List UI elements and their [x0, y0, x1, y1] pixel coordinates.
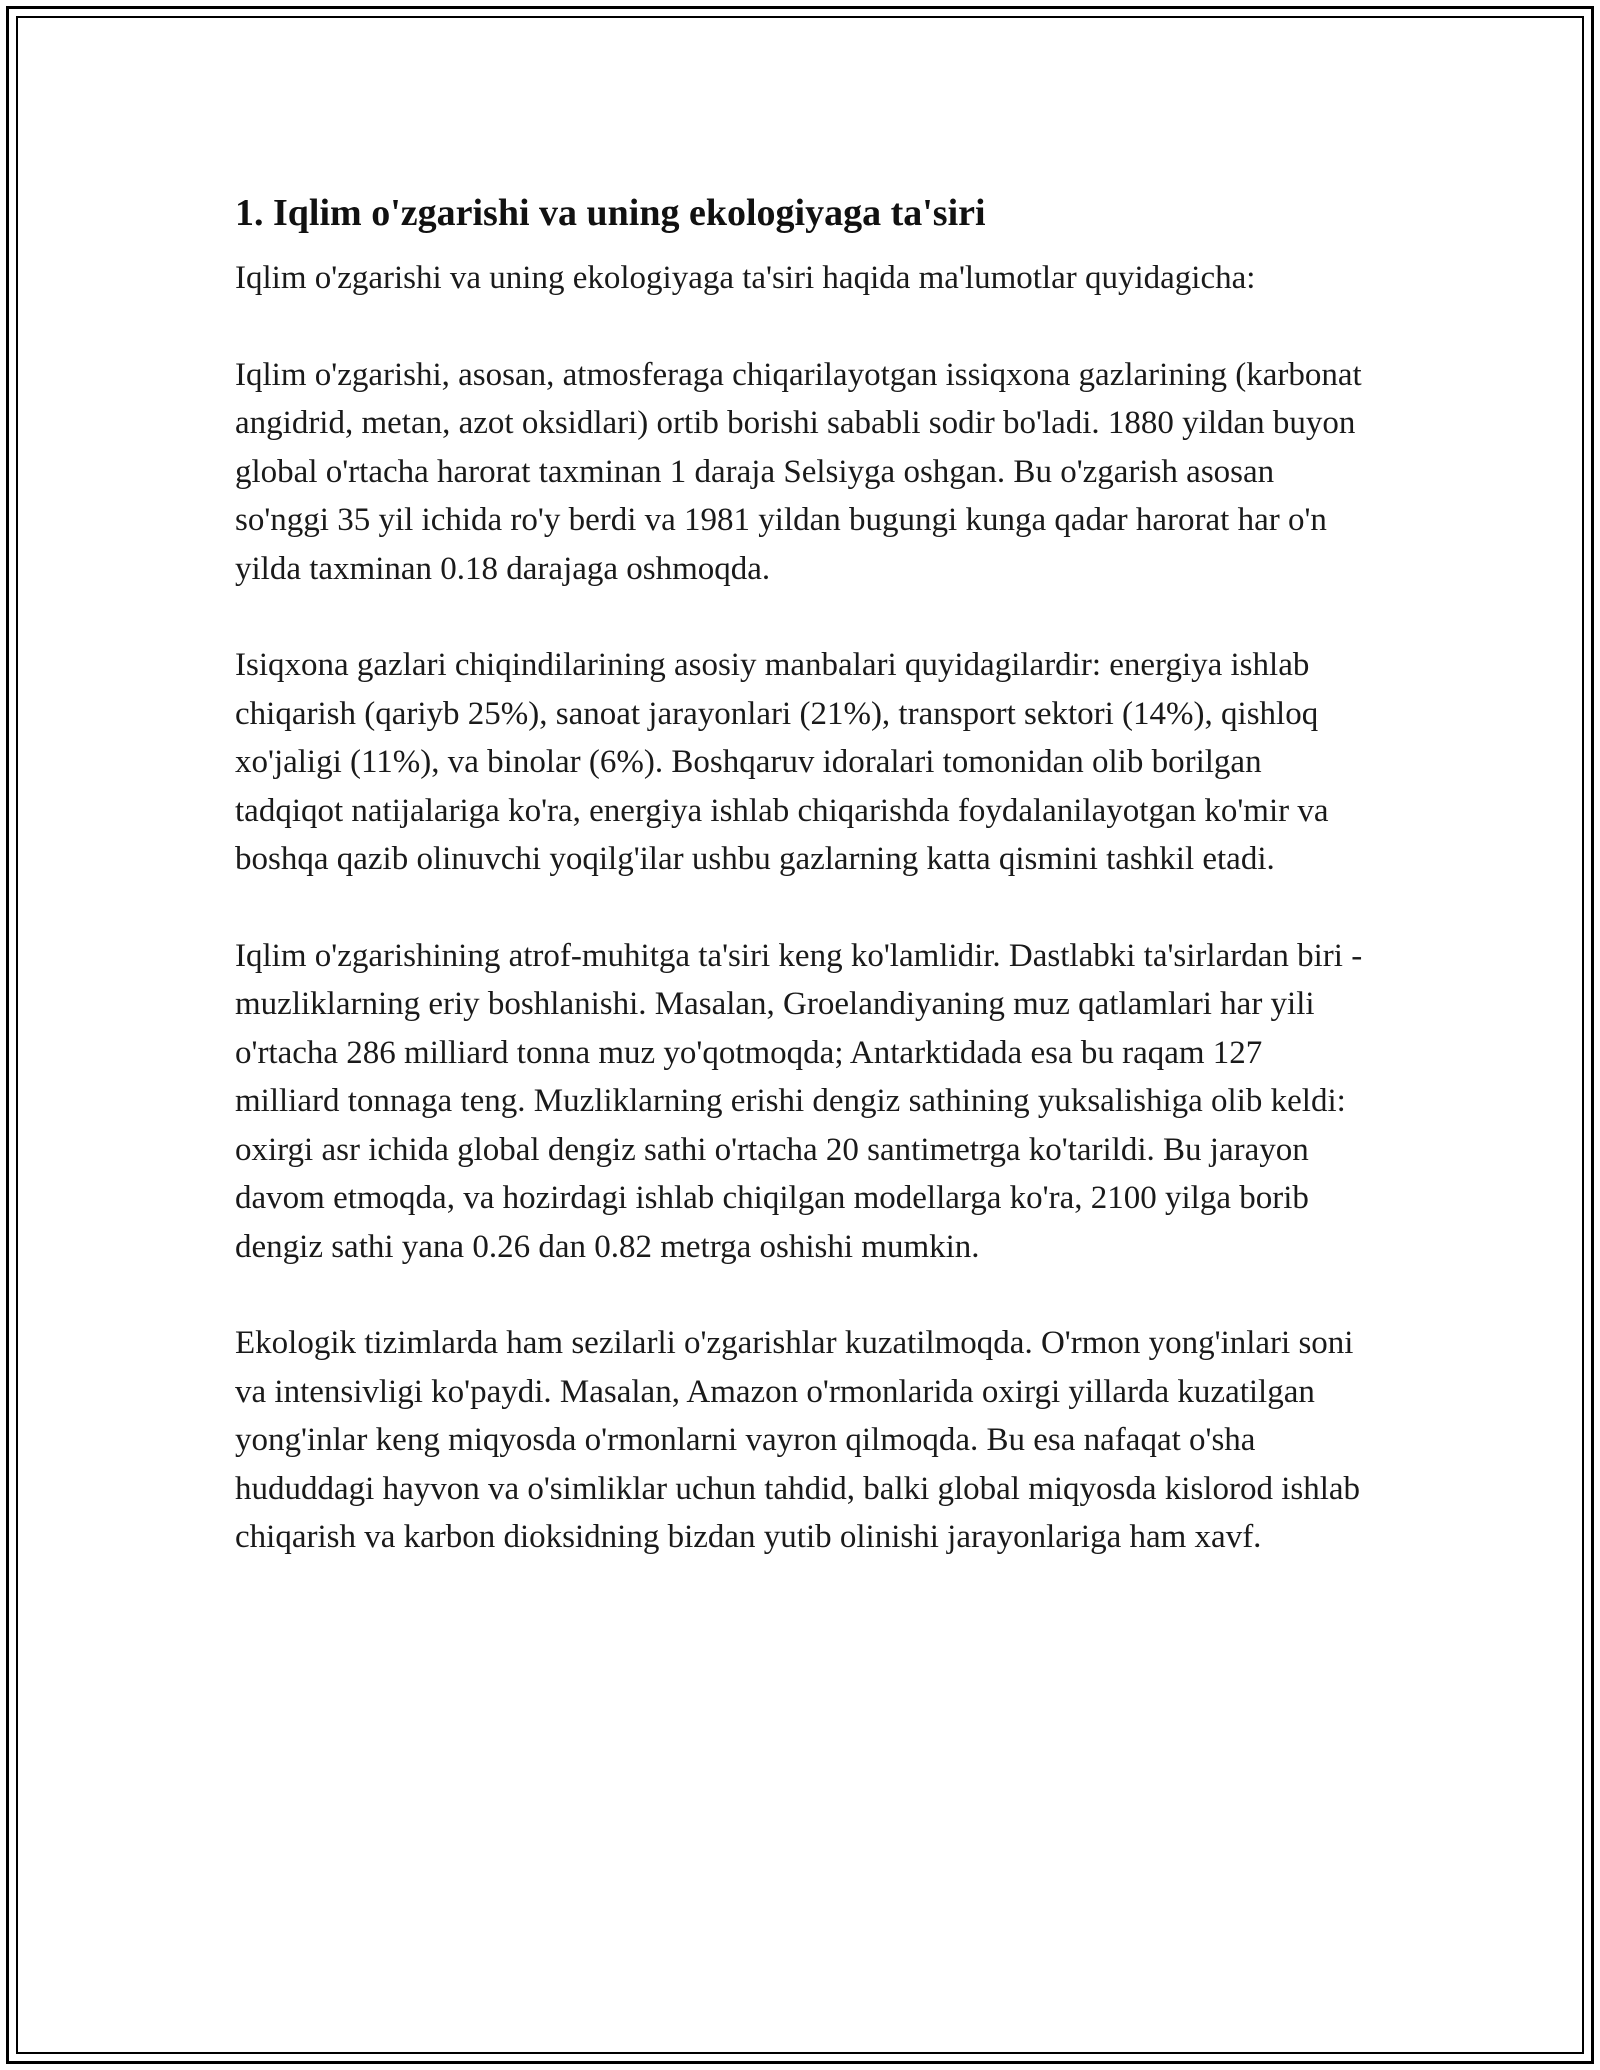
paragraph-ecosystems: Ekologik tizimlarda ham sezilarli o'zgarishlar kuzatilmoqda. O'rmon yong'inlari soni va intensivligi ko'paydi. Masalan, Amazon o'rmonlarida oxirgi yillarda kuzatilgan yong'inlar keng miqyosda o'rmonlarni vayron qilmoqda. Bu esa nafaqat o'sha hududdagi hayvon va o'simliklar uchun tahdid, balki global miqyosda kislorod ishlab chiqarish va karbon dioksidning bizdan yutib olinishi jarayonlariga ham xavf.	[235, 1325, 1361, 1555]
document-body	[235, 186, 1365, 1610]
paragraph-intro: Iqlim o'zgarishi va uning ekologiyaga ta'siri haqida ma'lumotlar quyidagicha:	[235, 260, 1256, 296]
section-title: 1. Iqlim o'zgarishi va uning ekologiyaga ta'siri	[235, 192, 986, 234]
paragraph-sources: Isiqxona gazlari chiqindilarining asosiy manbalari quyidagilardir: energiya ishlab chiqarish (qariyb 25%), sanoat jarayonlari (21%), transport sektori (14%), qishloq xo'jaligi (11%), va binolar (6%). Boshqaruv idoralari tomonidan olib borilgan tadqiqot natijalariga ko'ra, energiya ishlab chiqarishda foydalanilayotgan ko'mir va boshqa qazib olinuvchi yoqilg'ilar ushbu gazlarning katta qismini tashkil etadi.	[235, 647, 1329, 877]
paragraph-impacts: Iqlim o'zgarishining atrof-muhitga ta'siri keng ko'lamlidir. Dastlabki ta'sirlardan biri - muzliklarning eriy boshlanishi. Masalan, Groelandiyaning muz qatlamlari har yili o'rtacha 286 milliard tonna muz yo'qotmoqda; Antarktidada esa bu raqam 127 milliard tonnaga teng. Muzliklarning erishi dengiz sathining yuksalishiga olib keldi: oxirgi asr ichida global dengiz sathi o'rtacha 20 santimetrga ko'tarildi. Bu jarayon davom etmoqda, va hozirdagi ishlab chiqilgan modellarga ko'ra, 2100 yilga borib dengiz sathi yana 0.26 dan 0.82 metrga oshishi mumkin.	[235, 937, 1363, 1265]
paragraph-causes: Iqlim o'zgarishi, asosan, atmosferaga chiqarilayotgan issiqxona gazlarining (karbonat angidrid, metan, azot oksidlari) ortib borishi sababli sodir bo'ladi. 1880 yildan buyon global o'rtacha harorat taxminan 1 daraja Selsiyga oshgan. Bu o'zgarish asosan so'nggi 35 yil ichida ro'y berdi va 1981 yildan bugungi kunga qadar harorat har o'n yilda taxminan 0.18 darajaga oshmoqda.	[235, 356, 1362, 587]
